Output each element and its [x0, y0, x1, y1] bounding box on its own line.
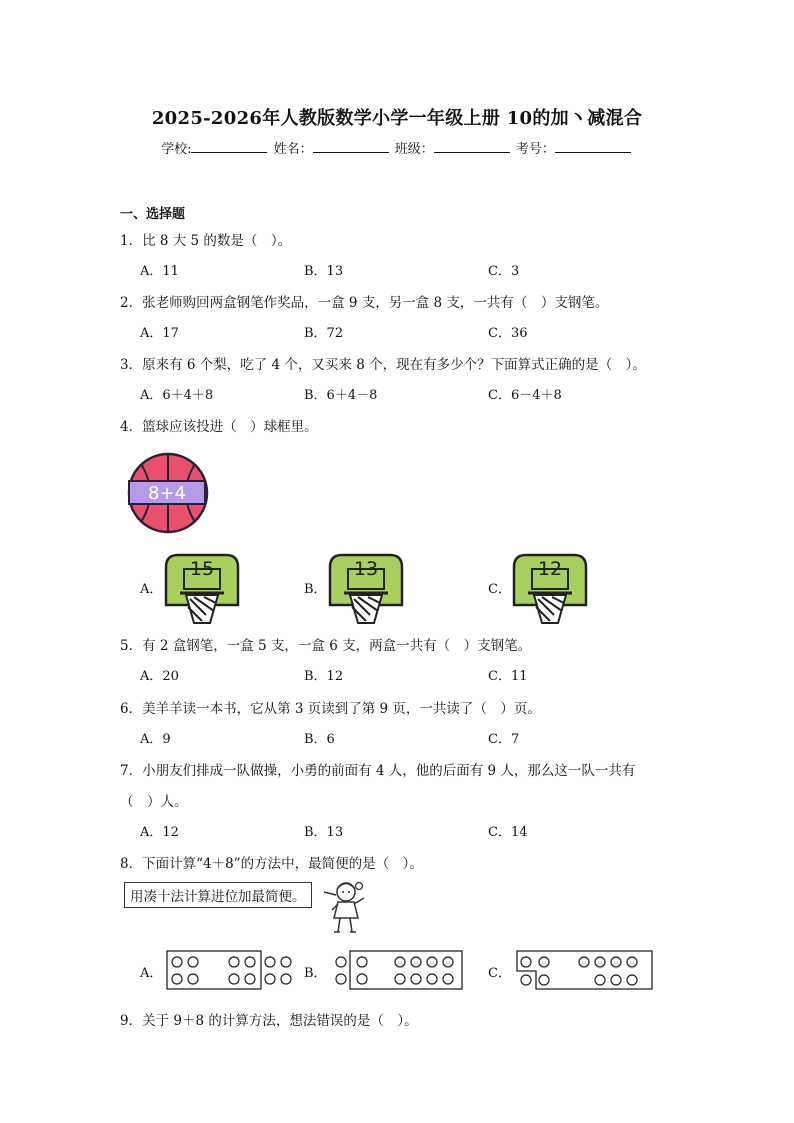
- q8-option-b[interactable]: B．: [304, 966, 327, 981]
- q4-option-a[interactable]: A．: [140, 582, 163, 597]
- q3-option-b[interactable]: B．6＋4－8: [304, 388, 378, 403]
- hoop-icon[interactable]: [328, 553, 404, 625]
- q8-option-a[interactable]: A．: [140, 966, 163, 981]
- q5-option-a[interactable]: A．20: [140, 669, 179, 684]
- hoop-number-a: 15: [189, 558, 215, 580]
- question-4: 4．篮球应该投进（ ）球框里。: [120, 419, 318, 435]
- q2-option-a[interactable]: A．17: [140, 326, 179, 341]
- q5-option-b[interactable]: B．12: [304, 669, 344, 684]
- name-field[interactable]: [313, 140, 389, 153]
- q6-option-b[interactable]: B．6: [304, 732, 335, 747]
- q4-option-b[interactable]: B．: [304, 582, 327, 597]
- hoop-number-c: 12: [537, 558, 563, 580]
- school-label: 学校:: [161, 142, 192, 157]
- q8-circles-c[interactable]: [516, 950, 654, 990]
- basketball-icon: [127, 452, 209, 534]
- ball-label: 8+4: [148, 483, 186, 504]
- q7-option-c[interactable]: C．14: [488, 825, 528, 840]
- hoop-icon[interactable]: [164, 553, 240, 625]
- page-title: 2025-2026年人教版数学小学一年级上册 10的加丶减混合: [151, 108, 643, 129]
- q2-option-b[interactable]: B．72: [304, 326, 344, 341]
- student-info: [0, 138, 794, 157]
- school-field[interactable]: [191, 140, 267, 153]
- q3-option-c[interactable]: C．6－4＋8: [488, 388, 562, 403]
- q6-option-c[interactable]: C．7: [488, 732, 520, 747]
- q3-option-a[interactable]: A．6＋4＋8: [140, 388, 214, 403]
- q5-option-c[interactable]: C．11: [488, 669, 528, 684]
- q8-option-c[interactable]: C．: [488, 966, 511, 981]
- name-label: 姓名：: [273, 142, 313, 157]
- q1-option-c[interactable]: C．3: [488, 264, 520, 279]
- question-3: 3．原来有 6 个梨，吃了 4 个，又买来 8 个，现在有多少个？下面算式正确的是（ ）。: [120, 357, 646, 373]
- exam-no-label: 考号：: [515, 142, 555, 157]
- q8-circles-b[interactable]: [334, 950, 464, 990]
- question-7: 7．小朋友们排成一队做操，小勇的前面有 4 人，他的后面有 9 人，那么这一队一共有: [120, 763, 636, 779]
- hoop-number-b: 13: [353, 558, 379, 580]
- hoop-icon[interactable]: [512, 553, 588, 625]
- question-5: 5．有 2 盒钢笔，一盒 5 支，一盒 6 支，两盒一共有（ ）支钢笔。: [120, 638, 532, 654]
- q7-option-b[interactable]: B．13: [304, 825, 344, 840]
- q7-option-a[interactable]: A．12: [140, 825, 179, 840]
- q8-circles-a[interactable]: [166, 950, 300, 990]
- question-1: 1．比 8 大 5 的数是（ ）。: [120, 233, 292, 249]
- question-8: 8．下面计算“4＋8”的方法中，最简便的是（ ）。: [120, 856, 423, 872]
- q6-option-a[interactable]: A．9: [140, 732, 171, 747]
- class-field[interactable]: [434, 140, 510, 153]
- class-label: 班级：: [394, 142, 434, 157]
- exam-no-field[interactable]: [555, 140, 631, 153]
- question-6: 6．美羊羊读一本书，它从第 3 页读到了第 9 页，一共读了（ ）页。: [120, 701, 541, 717]
- section-heading: 一、选择题: [120, 207, 186, 222]
- q1-option-b[interactable]: B．13: [304, 264, 344, 279]
- question-9: 9．关于 9＋8 的计算方法，想法错误的是（ ）。: [120, 1013, 418, 1029]
- girl-icon: [322, 878, 370, 936]
- q2-option-c[interactable]: C．36: [488, 326, 528, 341]
- q4-option-c[interactable]: C．: [488, 582, 511, 597]
- question-7-cont: （ ）人。: [120, 794, 188, 810]
- q1-option-a[interactable]: A．11: [140, 264, 179, 279]
- speech-bubble: 用凑十法计算进位加最简便。: [124, 882, 312, 908]
- question-2: 2．张老师购回两盒钢笔作奖品，一盒 9 支，另一盒 8 支，一共有（ ）支钢笔。: [120, 295, 609, 311]
